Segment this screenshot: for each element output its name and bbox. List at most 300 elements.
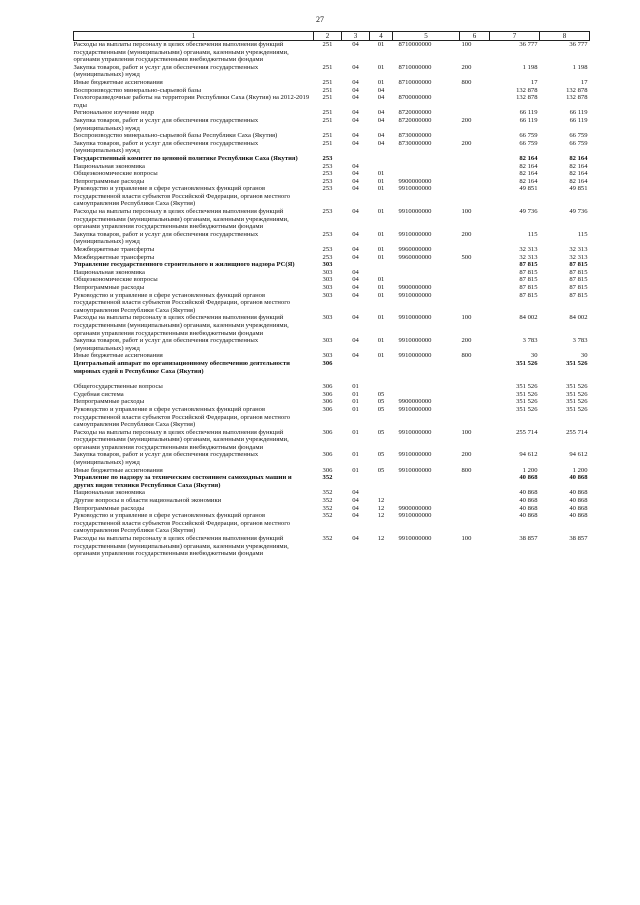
row-amount-1: 351 526 — [516, 390, 538, 398]
row-ministry-code: 251 — [322, 116, 333, 124]
row-expense-type-code — [460, 178, 490, 186]
row-amount-1: 32 313 — [519, 253, 538, 261]
row-subsection-code: 05 — [377, 451, 385, 459]
table-row — [74, 352, 590, 360]
row-target-code: 9910000000 — [398, 451, 432, 459]
row-ministry-code: 352 — [322, 535, 333, 542]
row-amount-1: 94 612 — [519, 451, 538, 459]
column-header-5: 5 — [393, 32, 460, 41]
table-row — [74, 284, 590, 292]
row-expense-type-code: 200 — [461, 451, 472, 459]
table-row — [74, 208, 590, 231]
row-target-code — [393, 497, 460, 505]
table-row — [74, 94, 590, 109]
row-amount-2: 32 313 — [569, 246, 588, 254]
row-section-code: 04 — [352, 268, 359, 276]
row-target-code: 9960000000 — [398, 253, 432, 261]
row-expense-type-code — [460, 87, 490, 95]
row-amount-2: 87 815 — [569, 261, 588, 269]
row-name: Геологоразведочные работы на территории Республики Саха (Якутия) на 2012-2019 годы — [73, 94, 310, 109]
row-expense-type-code — [460, 246, 490, 254]
row-name: Руководство и управление в сфере установленных функций органов государственной власти субъектов Российской Федерации, органов местного самоуправления Республики Саха (Якутия) — [73, 291, 291, 314]
row-ministry-code: 306 — [322, 451, 333, 459]
row-expense-type-code — [460, 132, 490, 140]
row-target-code — [393, 269, 460, 277]
row-ministry-code: 251 — [322, 86, 333, 94]
row-name: Управление по надзору за техническим состоянием самоходных машин и других видов техники Республики Саха (Якутия) — [73, 474, 292, 489]
row-section-code: 04 — [352, 86, 359, 94]
table-row — [74, 276, 590, 284]
row-target-code: 9910000000 — [398, 352, 432, 360]
row-amount-1: 66 119 — [519, 109, 538, 117]
row-subsection-code — [370, 261, 393, 269]
table-row — [74, 87, 590, 95]
table-row — [74, 231, 590, 246]
row-target-code — [393, 383, 460, 391]
row-amount-2: 66 759 — [569, 132, 588, 140]
row-amount-1: 40 868 — [519, 474, 538, 482]
row-section-code: 04 — [352, 116, 359, 124]
table-row — [74, 269, 590, 277]
row-amount-2: 32 313 — [569, 253, 588, 261]
row-section-code — [342, 155, 370, 163]
row-name: Непрограммные расходы — [73, 177, 145, 185]
row-target-code: 9910000000 — [398, 405, 432, 413]
row-target-code: 9910000000 — [398, 535, 432, 542]
row-amount-2: 84 002 — [569, 314, 588, 322]
row-expense-type-code: 100 — [461, 314, 472, 322]
row-amount-1: 66 759 — [519, 139, 538, 147]
row-amount-2: 351 526 — [566, 398, 588, 406]
column-header-7: 7 — [490, 32, 540, 41]
row-amount-1: 87 815 — [519, 291, 538, 299]
row-amount-1: 115 — [527, 230, 538, 238]
row-amount-1: 82 164 — [519, 170, 538, 178]
row-target-code: 9900000000 — [398, 398, 432, 406]
row-amount-1: 49 851 — [519, 185, 538, 193]
table-row — [74, 261, 590, 269]
row-subsection-code: 05 — [377, 390, 385, 398]
row-name: Руководство и управление в сфере установленных функций органов государственной власти субъектов Российской Федерации, органов местного самоуправления Республики Саха (Якутия) — [73, 185, 291, 208]
row-ministry-code: 253 — [322, 208, 333, 216]
row-subsection-code — [370, 269, 393, 277]
row-section-code: 04 — [352, 41, 359, 48]
row-amount-1: 1 198 — [522, 63, 538, 71]
row-name: Расходы на выплаты персоналу в целях обеспечения выполнения функций государственными (муниципальными) органами, казенными учреждениями, органами управления государственными внебюджетными фондами — [73, 314, 289, 337]
table-row — [74, 535, 590, 558]
row-section-code: 04 — [352, 208, 359, 216]
table-row — [74, 132, 590, 140]
row-subsection-code: 12 — [377, 512, 385, 520]
row-ministry-code: 251 — [322, 94, 333, 102]
row-expense-type-code — [460, 170, 490, 178]
row-amount-1: 82 164 — [519, 177, 538, 185]
row-name: Национальная экономика — [73, 268, 145, 276]
row-name: Непрограммные расходы — [73, 398, 145, 406]
row-target-code: 9910000000 — [398, 428, 432, 436]
row-target-code — [393, 261, 460, 269]
row-name: Расходы на выплаты персоналу в целях обеспечения выполнения функций государственными (муниципальными) органами, казенными учреждениями, органами управления государственными внебюджетными фондами — [73, 535, 289, 558]
row-amount-1: 255 714 — [516, 428, 538, 436]
row-expense-type-code — [460, 94, 490, 109]
row-ministry-code: 306 — [322, 383, 333, 391]
row-name: Непрограммные расходы — [73, 284, 145, 291]
row-ministry-code: 251 — [322, 78, 333, 86]
table-row — [74, 360, 590, 375]
table-row — [74, 451, 590, 466]
row-subsection-code: 01 — [377, 208, 385, 216]
row-amount-1: 82 164 — [519, 154, 538, 162]
row-name: Непрограммные расходы — [73, 504, 145, 512]
row-amount-1: 36 777 — [519, 41, 538, 48]
row-section-code: 04 — [352, 230, 359, 238]
row-expense-type-code — [460, 109, 490, 117]
row-target-code — [393, 276, 460, 284]
column-header-2: 2 — [314, 32, 342, 41]
row-name: Воспроизводство минерально-сырьевой базы — [73, 86, 202, 94]
row-target-code: 9960000000 — [398, 246, 432, 254]
row-subsection-code: 01 — [377, 177, 385, 185]
row-name: Расходы на выплаты персоналу в целях обеспечения выполнения функций государственными (муниципальными) органами, казенными учреждениями, органами управления государственными внебюджетными фондами — [73, 428, 289, 451]
row-target-code: 8730000000 — [398, 139, 432, 147]
row-amount-2: 115 — [577, 230, 588, 238]
row-ministry-code: 251 — [322, 132, 333, 140]
row-ministry-code: 303 — [322, 284, 333, 291]
row-section-code — [342, 360, 370, 375]
row-target-code: 9900000000 — [398, 504, 432, 512]
row-name: Национальная экономика — [73, 489, 145, 497]
row-amount-2: 351 526 — [566, 405, 588, 413]
row-subsection-code: 01 — [377, 284, 385, 291]
row-subsection-code: 01 — [377, 78, 385, 86]
row-subsection-code: 01 — [377, 291, 385, 299]
row-ministry-code: 306 — [322, 390, 333, 398]
table-row — [74, 489, 590, 497]
table-row — [74, 109, 590, 117]
row-target-code: 8720000000 — [398, 116, 432, 124]
row-expense-type-code — [460, 398, 490, 406]
row-section-code: 04 — [352, 132, 359, 140]
row-ministry-code: 253 — [322, 154, 333, 162]
spacer-cell — [74, 375, 590, 383]
row-amount-1: 87 815 — [519, 268, 538, 276]
row-expense-type-code: 100 — [461, 428, 472, 436]
budget-table — [73, 31, 590, 558]
table-row — [74, 398, 590, 406]
row-name: Руководство и управление в сфере установленных функций органов государственной власти субъектов Российской Федерации, органов местного самоуправления Республики Саха (Якутия) — [73, 405, 291, 429]
row-expense-type-code — [460, 261, 490, 269]
row-ministry-code: 303 — [322, 352, 333, 360]
row-ministry-code: 303 — [322, 268, 333, 276]
row-section-code: 04 — [352, 489, 359, 497]
row-amount-2: 351 526 — [566, 383, 588, 391]
row-section-code: 01 — [352, 398, 359, 406]
row-ministry-code: 306 — [322, 398, 333, 406]
row-subsection-code: 05 — [377, 466, 385, 474]
row-name: Закупка товаров, работ и услуг для обеспечения государственных (муниципальных) нужд — [73, 451, 259, 467]
row-expense-type-code: 800 — [461, 466, 472, 474]
row-name: Руководство и управление в сфере установленных функций органов государственной власти субъектов Российской Федерации, органов местного самоуправления Республики Саха (Якутия) — [73, 512, 291, 535]
row-expense-type-code: 100 — [461, 535, 472, 542]
row-section-code: 01 — [352, 390, 359, 398]
row-expense-type-code: 800 — [461, 78, 472, 86]
table-header-row — [74, 32, 590, 41]
row-expense-type-code — [460, 284, 490, 292]
row-subsection-code — [370, 474, 393, 489]
row-subsection-code: 04 — [377, 109, 385, 117]
row-target-code — [393, 360, 460, 375]
row-expense-type-code — [460, 360, 490, 375]
row-section-code: 04 — [352, 63, 359, 71]
row-ministry-code: 352 — [322, 497, 333, 505]
table-row — [74, 497, 590, 505]
table-row — [74, 163, 590, 171]
row-name: Судебная система — [73, 390, 124, 398]
row-amount-2: 40 868 — [569, 512, 588, 520]
row-section-code: 04 — [352, 109, 359, 117]
row-expense-type-code — [460, 185, 490, 208]
row-ministry-code: 303 — [322, 276, 333, 284]
table-row — [74, 429, 590, 452]
table-row — [74, 155, 590, 163]
row-amount-1: 3 783 — [522, 337, 538, 345]
row-ministry-code: 352 — [322, 474, 333, 482]
row-ministry-code: 306 — [322, 466, 333, 474]
row-amount-2: 82 164 — [569, 162, 588, 170]
row-expense-type-code — [460, 406, 490, 429]
row-amount-2: 82 164 — [569, 177, 588, 185]
row-name: Общеэкономические вопросы — [73, 276, 158, 284]
row-subsection-code: 01 — [377, 253, 385, 261]
row-ministry-code: 352 — [322, 489, 333, 497]
table-row — [74, 391, 590, 399]
row-section-code: 04 — [352, 78, 359, 86]
row-amount-1: 40 868 — [519, 489, 538, 497]
table-row — [74, 505, 590, 513]
table-row — [74, 292, 590, 315]
row-amount-2: 351 526 — [566, 359, 588, 367]
row-amount-2: 3 783 — [572, 337, 588, 345]
row-section-code: 04 — [352, 185, 359, 193]
row-expense-type-code: 200 — [461, 139, 472, 147]
row-subsection-code — [370, 383, 393, 391]
row-ministry-code: 253 — [322, 230, 333, 238]
row-subsection-code: 01 — [377, 314, 385, 322]
row-subsection-code: 05 — [377, 398, 385, 406]
table-row — [74, 337, 590, 352]
row-subsection-code: 05 — [377, 405, 385, 413]
row-subsection-code: 05 — [377, 428, 385, 436]
row-subsection-code — [370, 163, 393, 171]
row-expense-type-code — [460, 512, 490, 535]
row-target-code: 8710000000 — [398, 41, 432, 48]
row-ministry-code: 352 — [322, 504, 333, 512]
row-subsection-code: 01 — [377, 337, 385, 345]
row-expense-type-code — [460, 391, 490, 399]
row-name: Центральный аппарат по организационному обеспечению деятельности мировых судей в Республике Саха (Якутия) — [73, 359, 290, 375]
row-name: Региональное изучение недр — [73, 109, 155, 117]
row-section-code: 01 — [352, 451, 359, 459]
row-target-code: 9910000000 — [398, 512, 432, 520]
row-target-code — [393, 391, 460, 399]
row-section-code: 04 — [352, 253, 359, 261]
row-subsection-code: 12 — [377, 504, 385, 512]
table-row — [74, 254, 590, 262]
row-expense-type-code: 100 — [461, 41, 472, 48]
row-subsection-code: 01 — [377, 63, 385, 71]
row-ministry-code: 251 — [322, 41, 333, 48]
row-section-code: 04 — [352, 314, 359, 322]
row-name: Воспроизводство минерально-сырьевой базы Республики Саха (Якутия) — [73, 132, 278, 140]
row-amount-1: 351 526 — [516, 383, 538, 391]
table-row — [74, 79, 590, 87]
row-target-code: 8710000000 — [398, 63, 432, 71]
row-target-code: 8710000000 — [398, 78, 432, 86]
row-subsection-code: 12 — [377, 497, 385, 505]
row-target-code: 9910000000 — [398, 230, 432, 238]
row-amount-2: 40 868 — [569, 504, 588, 512]
row-amount-1: 132 878 — [516, 86, 538, 94]
row-name: Общегосударственные вопросы — [73, 383, 163, 391]
row-subsection-code: 01 — [377, 276, 385, 284]
row-amount-1: 66 759 — [519, 132, 538, 140]
row-subsection-code: 01 — [377, 185, 385, 193]
table-body — [74, 41, 590, 558]
row-amount-1: 32 313 — [519, 246, 538, 254]
row-subsection-code: 01 — [377, 352, 385, 360]
row-target-code: 8700000000 — [398, 94, 432, 102]
row-name: Общеэкономические вопросы — [73, 170, 158, 178]
row-name: Иные бюджетные ассигнования — [73, 352, 163, 360]
row-name: Национальная экономика — [73, 162, 145, 170]
row-subsection-code: 04 — [377, 94, 385, 102]
row-section-code: 01 — [352, 466, 359, 474]
column-header-4: 4 — [370, 32, 393, 41]
row-target-code — [393, 489, 460, 497]
row-amount-1: 82 164 — [519, 162, 538, 170]
row-amount-2: 30 — [580, 352, 588, 360]
row-expense-type-code: 200 — [461, 63, 472, 71]
row-expense-type-code — [460, 155, 490, 163]
row-name: Государственный комитет по ценовой политике Республики Саха (Якутия) — [73, 154, 298, 162]
table-row — [74, 117, 590, 132]
row-subsection-code: 04 — [377, 116, 385, 124]
row-subsection-code: 01 — [377, 246, 385, 254]
row-amount-2: 132 878 — [566, 94, 588, 102]
row-amount-1: 49 736 — [519, 208, 538, 216]
row-amount-2: 49 736 — [569, 208, 588, 216]
row-amount-1: 66 119 — [519, 116, 538, 124]
row-amount-2: 40 868 — [569, 497, 588, 505]
row-section-code: 04 — [352, 94, 359, 102]
row-name: Иные бюджетные ассигнования — [73, 78, 163, 86]
row-amount-2: 132 878 — [566, 86, 588, 94]
row-expense-type-code — [460, 163, 490, 171]
row-ministry-code: 306 — [322, 428, 333, 436]
row-expense-type-code — [460, 474, 490, 489]
row-expense-type-code — [460, 489, 490, 497]
row-amount-1: 87 815 — [519, 261, 538, 269]
row-expense-type-code: 500 — [461, 253, 472, 261]
row-ministry-code: 303 — [322, 337, 333, 345]
row-section-code: 04 — [352, 170, 359, 178]
row-ministry-code: 251 — [322, 139, 333, 147]
row-section-code — [342, 261, 370, 269]
row-target-code: 8720000000 — [398, 109, 432, 117]
row-amount-1: 40 868 — [519, 497, 538, 505]
row-amount-2: 351 526 — [566, 390, 588, 398]
row-amount-2: 49 851 — [569, 185, 588, 193]
row-expense-type-code: 100 — [461, 208, 472, 216]
row-section-code: 01 — [352, 405, 359, 413]
row-target-code: 9910000000 — [398, 314, 432, 322]
table-row — [74, 178, 590, 186]
row-section-code — [342, 474, 370, 489]
row-amount-2: 66 759 — [569, 139, 588, 147]
row-subsection-code: 04 — [377, 139, 385, 147]
row-amount-2: 87 815 — [569, 268, 588, 276]
row-subsection-code: 04 — [377, 132, 385, 140]
row-amount-2: 40 868 — [569, 474, 588, 482]
row-expense-type-code: 200 — [461, 230, 472, 238]
row-name: Закупка товаров, работ и услуг для обеспечения государственных (муниципальных) нужд — [73, 337, 259, 352]
row-expense-type-code — [460, 269, 490, 277]
row-ministry-code: 303 — [322, 261, 333, 269]
row-amount-1: 351 526 — [516, 398, 538, 406]
row-section-code: 04 — [352, 162, 359, 170]
row-target-code — [393, 87, 460, 95]
row-amount-2: 1 200 — [572, 466, 588, 474]
column-header-8: 8 — [540, 32, 590, 41]
row-target-code — [393, 170, 460, 178]
row-name: Расходы на выплаты персоналу в целях обеспечения выполнения функций государственными (муниципальными) органами, казенными учреждениями, органами управления государственными внебюджетными фондами — [73, 41, 289, 64]
row-section-code: 04 — [352, 337, 359, 345]
row-name: Другие вопросы в области национальной экономики — [73, 497, 222, 505]
row-subsection-code: 01 — [377, 41, 385, 48]
row-expense-type-code — [460, 292, 490, 315]
table-row — [74, 314, 590, 337]
table-row — [74, 383, 590, 391]
row-expense-type-code — [460, 383, 490, 391]
row-section-code: 04 — [352, 284, 359, 291]
row-ministry-code: 253 — [322, 253, 333, 261]
row-target-code: 8730000000 — [398, 132, 432, 140]
row-expense-type-code: 200 — [461, 116, 472, 124]
row-target-code: 9910000000 — [398, 291, 432, 299]
table-row — [74, 185, 590, 208]
page-number: 27 — [316, 15, 324, 24]
row-amount-1: 17 — [530, 78, 538, 86]
row-section-code: 01 — [352, 383, 359, 391]
row-amount-2: 82 164 — [569, 170, 588, 178]
row-subsection-code: 12 — [377, 535, 385, 542]
row-amount-1: 1 200 — [522, 466, 538, 474]
row-subsection-code: 04 — [377, 86, 385, 94]
row-section-code: 04 — [352, 276, 359, 284]
row-section-code: 04 — [352, 352, 359, 360]
row-ministry-code: 306 — [322, 359, 333, 367]
row-subsection-code — [370, 489, 393, 497]
row-amount-2: 1 198 — [572, 63, 588, 71]
row-name: Межбюджетные трансферты — [73, 253, 155, 261]
spacer-row — [74, 375, 590, 383]
table-row — [74, 41, 590, 64]
row-ministry-code: 253 — [322, 162, 333, 170]
row-section-code: 04 — [352, 291, 359, 299]
column-header-1: 1 — [74, 32, 314, 41]
row-section-code: 04 — [352, 246, 359, 254]
row-target-code — [393, 155, 460, 163]
